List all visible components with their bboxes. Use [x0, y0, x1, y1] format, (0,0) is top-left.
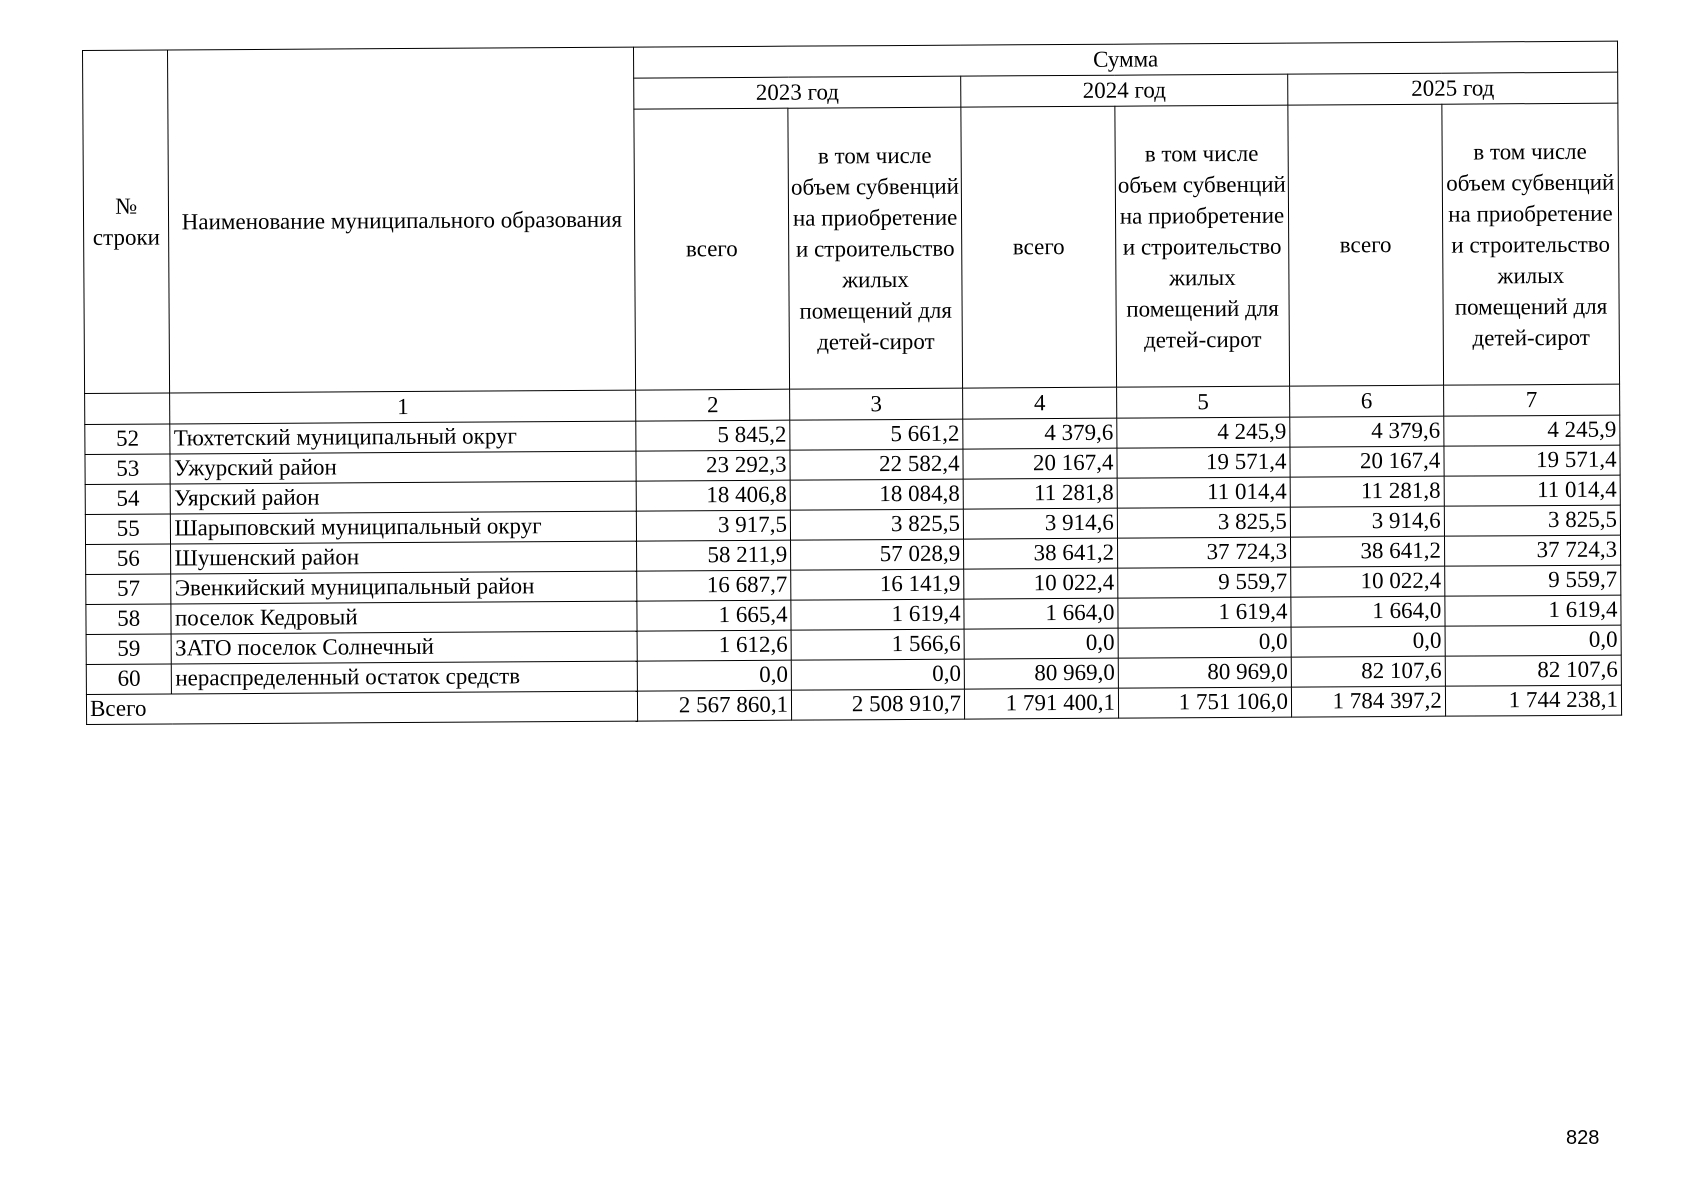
row-number: 59 [86, 634, 172, 665]
header-year-2025: 2025 год [1288, 72, 1618, 105]
row-number: 55 [85, 514, 171, 545]
value-2023-including: 1 619,4 [791, 599, 964, 630]
value-2025-total: 0,0 [1291, 626, 1445, 657]
value-2025-including: 0,0 [1445, 625, 1621, 656]
value-2023-including: 22 582,4 [790, 449, 963, 480]
value-2025-total: 1 664,0 [1291, 596, 1445, 627]
row-number: 60 [86, 664, 172, 695]
column-number: 2 [636, 389, 790, 421]
municipality-name: Ужурский район [170, 451, 636, 484]
value-2025-total: 82 107,6 [1291, 656, 1445, 687]
value-2023-including: 57 028,9 [791, 539, 964, 570]
row-number: 52 [85, 424, 171, 455]
value-2024-including: 11 014,4 [1117, 477, 1290, 508]
header-sum: Сумма [634, 41, 1618, 78]
header-total-2025: всего [1288, 104, 1444, 386]
total-2023-total: 2 567 860,1 [638, 690, 792, 721]
value-2025-total: 11 281,8 [1290, 476, 1444, 507]
value-2025-including: 9 559,7 [1445, 565, 1621, 596]
municipality-name: Эвенкийский муниципальный район [171, 571, 637, 604]
total-2024-including: 1 751 106,0 [1118, 687, 1291, 718]
value-2023-total: 16 687,7 [637, 570, 791, 601]
value-2024-total: 11 281,8 [963, 478, 1117, 509]
value-2024-total: 38 641,2 [964, 538, 1118, 569]
value-2024-total: 80 969,0 [964, 658, 1118, 689]
municipality-name: поселок Кедровый [171, 601, 637, 634]
value-2023-total: 1 665,4 [637, 600, 791, 631]
value-2023-total: 58 211,9 [637, 540, 791, 571]
row-number: 56 [86, 544, 172, 575]
header-including-2025: в том числе объем субвенций на приобретение и строительство жилых помещений для детей-сирот [1442, 103, 1620, 385]
municipality-name: нераспределенный остаток средств [172, 661, 638, 694]
value-2024-total: 10 022,4 [964, 568, 1118, 599]
header-row-number: № строки [83, 50, 171, 394]
row-number: 57 [86, 574, 172, 605]
value-2025-total: 20 167,4 [1290, 446, 1444, 477]
value-2024-total: 4 379,6 [963, 418, 1117, 449]
value-2023-including: 18 084,8 [790, 479, 963, 510]
total-2024-total: 1 791 400,1 [964, 688, 1118, 719]
row-number: 58 [86, 604, 172, 635]
value-2024-including: 1 619,4 [1118, 597, 1291, 628]
value-2024-total: 3 914,6 [963, 508, 1117, 539]
page-number: 828 [1566, 1127, 1600, 1149]
total-label: Всего [86, 691, 637, 724]
value-2025-including: 19 571,4 [1444, 445, 1620, 476]
header-year-2023: 2023 год [634, 76, 961, 109]
value-2024-total: 0,0 [964, 628, 1118, 659]
value-2025-including: 1 619,4 [1445, 595, 1621, 626]
municipality-name: Тюхтетский муниципальный округ [170, 421, 636, 454]
value-2025-including: 4 245,9 [1444, 415, 1620, 446]
header-including-2023: в том числе объем субвенций на приобретение и строительство жилых помещений для детей-сирот [788, 107, 963, 389]
municipality-name: Шарыповский муниципальный округ [171, 511, 637, 544]
municipality-name: Шушенский район [171, 541, 637, 574]
value-2024-total: 1 664,0 [964, 598, 1118, 629]
row-number: 53 [85, 454, 171, 485]
column-number: 4 [963, 387, 1117, 419]
value-2023-total: 23 292,3 [636, 450, 790, 481]
value-2025-including: 82 107,6 [1445, 655, 1621, 686]
row-number: 54 [85, 484, 171, 515]
header-municipality-name: Наименование муниципального образования [168, 47, 636, 393]
value-2024-including: 37 724,3 [1117, 537, 1290, 568]
value-2023-including: 5 661,2 [790, 419, 963, 450]
total-2025-including: 1 744 238,1 [1445, 685, 1621, 716]
header-year-2024: 2024 год [961, 74, 1288, 107]
value-2023-including: 16 141,9 [791, 569, 964, 600]
value-2025-total: 10 022,4 [1291, 566, 1445, 597]
value-2024-including: 4 245,9 [1117, 417, 1290, 448]
value-2025-total: 3 914,6 [1290, 506, 1444, 537]
column-number: 5 [1117, 386, 1290, 418]
value-2025-including: 11 014,4 [1444, 475, 1620, 506]
value-2023-including: 1 566,6 [791, 629, 964, 660]
subvention-table [82, 41, 1622, 725]
column-number: 7 [1443, 384, 1619, 416]
municipality-name: Уярский район [171, 481, 637, 514]
value-2023-total: 5 845,2 [636, 420, 790, 451]
value-2024-including: 19 571,4 [1117, 447, 1290, 478]
value-2024-including: 80 969,0 [1118, 657, 1291, 688]
total-2023-including: 2 508 910,7 [792, 689, 965, 720]
value-2023-total: 3 917,5 [637, 510, 791, 541]
value-2023-including: 3 825,5 [790, 509, 963, 540]
value-2024-including: 3 825,5 [1117, 507, 1290, 538]
value-2024-including: 0,0 [1118, 627, 1291, 658]
value-2023-total: 18 406,8 [636, 480, 790, 511]
column-number: 1 [170, 390, 636, 424]
value-2023-including: 0,0 [791, 659, 964, 690]
value-2025-total: 38 641,2 [1290, 536, 1444, 567]
value-2025-total: 4 379,6 [1290, 416, 1444, 447]
value-2023-total: 0,0 [637, 660, 791, 691]
header-total-2024: всего [961, 106, 1117, 388]
column-number: 3 [790, 388, 963, 420]
header-including-2024: в том числе объем субвенций на приобретение и строительство жилых помещений для детей-сирот [1115, 105, 1290, 387]
total-2025-total: 1 784 397,2 [1291, 686, 1445, 717]
value-2024-total: 20 167,4 [963, 448, 1117, 479]
value-2023-total: 1 612,6 [637, 630, 791, 661]
municipality-name: ЗАТО поселок Солнечный [172, 631, 638, 664]
column-number [85, 393, 171, 425]
value-2025-including: 3 825,5 [1444, 505, 1620, 536]
value-2025-including: 37 724,3 [1444, 535, 1620, 566]
column-number: 6 [1290, 385, 1444, 417]
header-total-2023: всего [634, 108, 790, 390]
value-2024-including: 9 559,7 [1118, 567, 1291, 598]
